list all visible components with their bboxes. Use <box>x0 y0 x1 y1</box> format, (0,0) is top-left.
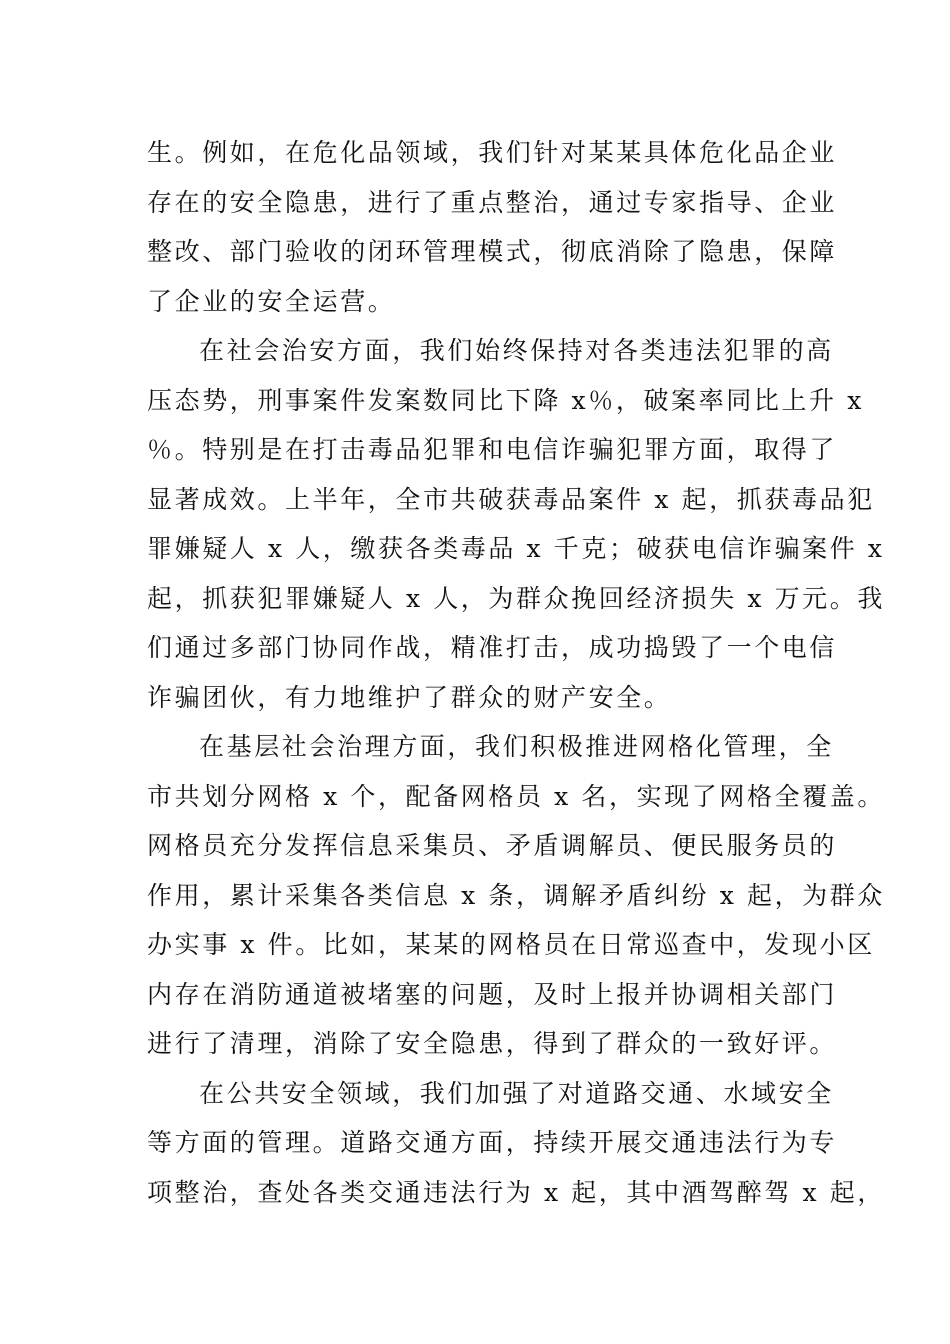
paragraph-start-line: 在基层社会治理方面，我们积极推进网格化管理，全 <box>199 732 834 761</box>
text-line: 诈骗团伙，有力地维护了群众的财产安全。 <box>147 682 672 712</box>
text-line: 作用，累计采集各类信息 x 条，调解矛盾纠纷 x 起，为群众 <box>147 880 885 910</box>
text-line: 罪嫌疑人 x 人，缴获各类毒品 x 千克；破获电信诈骗案件 x <box>147 534 885 563</box>
text-line: 压态势，刑事案件发案数同比下降 x％，破案率同比上升 x <box>147 385 864 415</box>
text-line: 生。例如，在危化品领域，我们针对某某具体危化品企业 <box>147 138 838 167</box>
text-line: 等方面的管理。道路交通方面，持续开展交通违法行为专 <box>147 1128 838 1157</box>
text-line: 市共划分网格 x 个，配备网格员 x 名，实现了网格全覆盖。 <box>147 781 885 811</box>
text-line: 整改、部门验收的闭环管理模式，彻底消除了隐患，保障 <box>147 237 838 266</box>
text-line: 们通过多部门协同作战，精准打击，成功捣毁了一个电信 <box>147 633 838 662</box>
text-line: 起，抓获犯罪嫌疑人 x 人，为群众挽回经济损失 x 万元。我 <box>147 583 885 613</box>
document-body <box>147 128 885 1217</box>
text-line: 办实事 x 件。比如，某某的网格员在日常巡查中，发现小区 <box>147 930 875 959</box>
paragraph-start-line: 在社会治安方面，我们始终保持对各类违法犯罪的高 <box>199 336 834 365</box>
text-line: 网格员充分发挥信息采集员、矛盾调解员、便民服务员的 <box>147 831 838 860</box>
text-line: 了企业的安全运营。 <box>147 286 396 316</box>
text-line: 进行了清理，消除了安全隐患，得到了群众的一致好评。 <box>147 1029 838 1058</box>
text-line: 内存在消防通道被堵塞的问题，及时上报并协调相关部门 <box>147 979 838 1009</box>
text-line: ％。特别是在打击毒品犯罪和电信诈骗犯罪方面，取得了 <box>147 435 838 464</box>
text-line: 项整治，查处各类交通违法行为 x 起，其中酒驾醉驾 x 起， <box>147 1177 885 1207</box>
text-line: 存在的安全隐患，进行了重点整治，通过专家指导、企业 <box>147 187 838 217</box>
paragraph-start-line: 在公共安全领域，我们加强了对道路交通、水域安全 <box>199 1078 834 1108</box>
text-line: 显著成效。上半年，全市共破获毒品案件 x 起，抓获毒品犯 <box>147 484 875 514</box>
